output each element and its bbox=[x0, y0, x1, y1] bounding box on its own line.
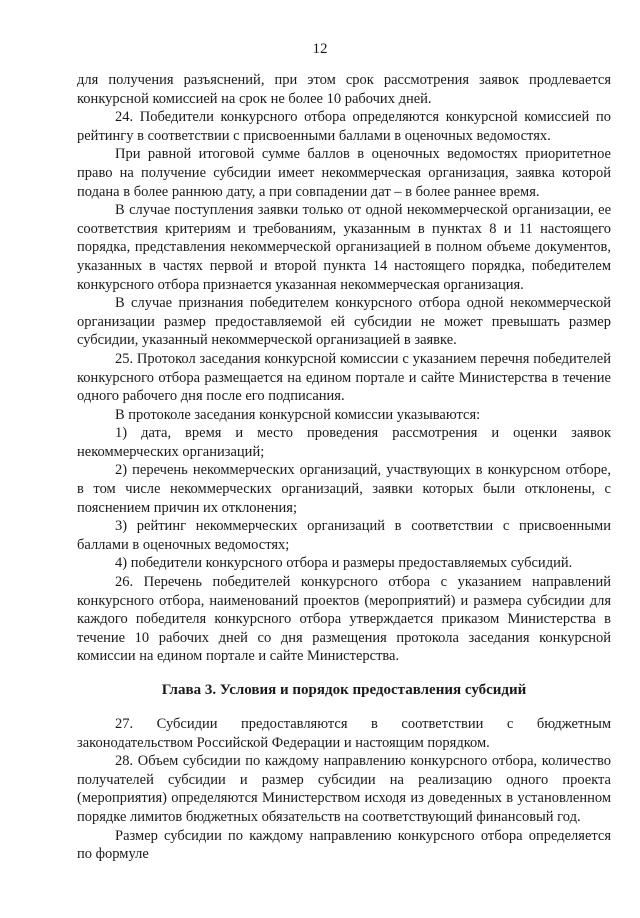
paragraph: В протоколе заседания конкурсной комиссии указываются: bbox=[115, 406, 481, 423]
paragraph: 2) перечень некоммерческих организаций, участвующих в конкурсном отборе, в том числе некоммерческих организаций, заявки которых были отклонены, с пояснением причин их отклонения; bbox=[77, 462, 611, 516]
paragraph: 28. Объем субсидии по каждому направлению конкурсного отбора, количество получателей субсидии и размер субсидии на реализацию одного проекта (мероприятия) определяются Министерством исходя из доведенных в установленном порядке лимитов бюджетных обязательств на соответствующий финансовый год. bbox=[77, 753, 611, 825]
page-number: 12 bbox=[312, 41, 328, 57]
document-body bbox=[77, 71, 611, 864]
paragraphs-after-heading bbox=[77, 715, 611, 864]
paragraph: 27. Субсидии предоставляются в соответствии с бюджетным законодательством Российской Федерации и настоящим порядком. bbox=[77, 716, 611, 751]
paragraph: для получения разъяснений, при этом срок рассмотрения заявок продлевается конкурсной комиссией на срок не более 10 рабочих дней. bbox=[77, 72, 611, 107]
paragraphs-before-heading bbox=[77, 71, 611, 666]
chapter-heading: Глава 3. Условия и порядок предоставления субсидий bbox=[161, 682, 527, 698]
paragraph: 25. Протокол заседания конкурсной комиссии с указанием перечня победителей конкурсного отбора размещается на едином портале и сайте Министерства в течение одного рабочего дня после его подписания. bbox=[77, 350, 611, 405]
paragraph: 1) дата, время и место проведения рассмотрения и оценки заявок некоммерческих организаций; bbox=[77, 425, 611, 460]
paragraph: В случае признания победителем конкурсного отбора одной некоммерческой организации размер предоставляемой ей субсидии не может превышать размер субсидии, указанный некоммерческой организацией в заявке. bbox=[77, 295, 611, 349]
paragraph: 3) рейтинг некоммерческих организаций в соответствии с присвоенными баллами в оценочных ведомостях; bbox=[77, 518, 611, 553]
paragraph: При равной итоговой сумме баллов в оценочных ведомостях приоритетное право на получение субсидии имеет некоммерческая организация, заявка которой подана в более раннюю дату, а при совпадении дат – в более раннее время. bbox=[77, 146, 611, 200]
paragraph: В случае поступления заявки только от одной некоммерческой организации, ее соответствия критериям и требованиям, указанным в пунктах 8 и 11 настоящего порядка, представления некоммерческой организацией в полном объеме документов, указанных в частях первой и второй пункта 14 настоящего порядка, победителем конкурсного отбора признается указанная некоммерческая организация. bbox=[77, 202, 611, 293]
paragraph: 24. Победители конкурсного отбора определяются конкурсной комиссией по рейтингу в соответствии с присвоенными баллами в оценочных ведомостях. bbox=[77, 109, 611, 144]
paragraph: 4) победители конкурсного отбора и размеры предоставляемых субсидий. bbox=[115, 555, 573, 572]
paragraph: 26. Перечень победителей конкурсного отбора с указанием направлений конкурсного отбора, наименований проектов (мероприятий) и размера субсидии для каждого победителя конкурсного отбора утверждается приказом Министерства в течение 10 рабочих дней со дня размещения протокола заседания конкурсной комиссии на едином портале и сайте Министерства. bbox=[77, 574, 611, 665]
paragraph: Размер субсидии по каждому направлению конкурсного отбора определяется по формуле bbox=[77, 827, 611, 863]
